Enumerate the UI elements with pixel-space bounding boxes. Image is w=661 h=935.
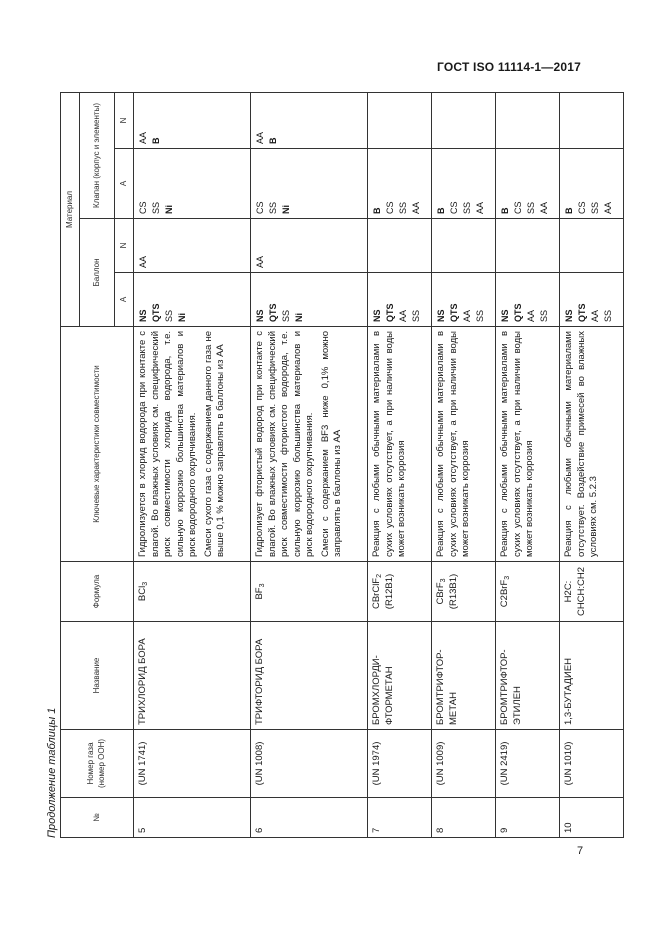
un-number: (UN 1741) [134, 730, 251, 798]
material-code: SS [590, 201, 601, 214]
key-paragraph: Реакция с любыми обычными материалами отсутствует. Воздействие примесей во влажных условиях см. 5.2.3 [563, 331, 600, 557]
row-number: 10 [560, 798, 624, 838]
key-paragraph: Реакция с любыми обычными материалами в сухих условиях отсутствует, а при наличии воды может возникать коррозия [435, 331, 472, 557]
key-characteristics [496, 327, 560, 562]
material-code: B [436, 207, 446, 214]
valve-a-materials [432, 149, 496, 219]
col-material-header: Материал [61, 92, 80, 326]
formula-line2: (R12B1) [384, 573, 396, 610]
table-row [496, 92, 560, 837]
un-number: (UN 1009) [432, 730, 496, 798]
valve-n-materials [432, 92, 496, 148]
formula-subscript: 3 [142, 581, 149, 586]
valve-a-materials [368, 149, 432, 219]
col-num-header: № [61, 798, 134, 838]
material-code: CS [513, 201, 524, 214]
valve-a-materials [496, 149, 560, 219]
valve-n-materials [134, 92, 251, 148]
gas-formula [251, 562, 368, 622]
material-code: AA [590, 309, 601, 322]
material-code: SS [268, 201, 279, 214]
col-val-n-header: N [115, 92, 134, 148]
col-un-header: Номер газа (номер ООН) [61, 730, 134, 798]
col-cyl-a-header: A [115, 273, 134, 327]
material-code: Ni [281, 205, 292, 214]
col-cyl-n-header: N [115, 219, 134, 273]
material-code: QTS [513, 303, 524, 322]
material-code: NS [564, 309, 574, 322]
continuation-label: Продолжение таблицы 1 [46, 707, 58, 838]
key-paragraph: Гидролизует фтористый водород при контакте с влагой. Во влажных условиях см. специфический риск совместимости фтористого водорода, т.е. сильную коррозию большинства материалов и риск водородного охрупчивания. [254, 331, 316, 557]
cylinder-a-materials [251, 273, 368, 327]
material-code: QTS [385, 303, 396, 322]
gas-formula [432, 562, 496, 622]
material-code: SS [281, 309, 292, 322]
valve-n-materials [251, 92, 368, 148]
material-code: SS [603, 309, 614, 322]
row-number: 6 [251, 798, 368, 838]
material-code: B [372, 207, 382, 214]
material-code: AA [138, 255, 148, 268]
col-formula-header: Формула [61, 562, 134, 622]
un-number: (UN 1010) [560, 730, 624, 798]
key-characteristics [560, 327, 624, 562]
un-number: (UN 1008) [251, 730, 368, 798]
gas-name: ТРИХЛОРИД БОРА [134, 622, 251, 730]
formula-main: H2C: [563, 580, 574, 603]
formula-main: CBrClF [371, 577, 382, 610]
material-code: QTS [268, 303, 279, 322]
material-code: CS [385, 201, 396, 214]
row-number: 5 [134, 798, 251, 838]
material-code: AA [475, 201, 486, 214]
cylinder-a-materials [368, 273, 432, 327]
key-characteristics [432, 327, 496, 562]
formula-line2: CHCH:CH2 [576, 566, 588, 617]
table-row [560, 92, 624, 837]
valve-n-materials [560, 92, 624, 148]
material-code: AA [462, 309, 473, 322]
gas-formula [560, 562, 624, 622]
row-number: 9 [496, 798, 560, 838]
gas-formula [368, 562, 432, 622]
formula-main: C2BrF [499, 579, 510, 608]
gas-name: БРОМХЛОРДИ-ФТОРМЕТАН [368, 622, 432, 730]
table-row [368, 92, 432, 837]
rotated-table-container [46, 93, 614, 838]
un-number: (UN 1974) [368, 730, 432, 798]
formula-subscript: 3 [259, 583, 266, 588]
material-code: QTS [151, 303, 162, 322]
key-paragraph: Реакция с любыми обычными материалами в сухих условиях отсутствует, а при наличии воды может возникать коррозия [499, 331, 536, 557]
col-key-header: Ключевые характеристики совместимости [61, 327, 134, 562]
formula-main: BF [254, 587, 265, 600]
material-code: CS [255, 201, 265, 214]
material-code: AA [411, 201, 422, 214]
material-code: AA [539, 201, 550, 214]
material-code: B [151, 137, 162, 144]
key-characteristics [368, 327, 432, 562]
cylinder-a-materials [560, 273, 624, 327]
material-code: SS [164, 309, 175, 322]
material-code: NS [436, 309, 446, 322]
compatibility-table [60, 92, 624, 838]
key-paragraph: Гидролизуется в хлорид водорода при контакте с влагой. Во влажных условиях см. специфический риск совместимости хлорида водорода, т.е. сильную коррозию большинства материалов и риск водородного охрупчивания. [137, 331, 199, 557]
cylinder-n-materials [496, 219, 560, 273]
table-body [134, 92, 624, 837]
formula-line2: (R13B1) [448, 573, 460, 610]
gas-formula [134, 562, 251, 622]
cylinder-a-materials [134, 273, 251, 327]
cylinder-a-materials [432, 273, 496, 327]
formula-subscript: 3 [440, 578, 447, 583]
valve-n-materials [496, 92, 560, 148]
material-code: Ni [294, 313, 305, 322]
material-code: CS [577, 201, 588, 214]
valve-a-materials [560, 149, 624, 219]
material-code: AA [398, 309, 409, 322]
material-code: NS [372, 309, 382, 322]
table-row [251, 92, 368, 837]
material-code: NS [138, 309, 148, 322]
cylinder-n-materials [432, 219, 496, 273]
row-number: 7 [368, 798, 432, 838]
key-paragraph: Смеси сухого газа с содержанием данного газа не выше 0,1 % можно заправлять в баллоны из АА [202, 331, 227, 557]
key-paragraph: Смеси с содержанием BF3 ниже 0,1% можно заправлять в баллоны из АА [319, 331, 344, 557]
cylinder-a-materials [496, 273, 560, 327]
material-code: AA [138, 131, 148, 144]
material-code: B [564, 207, 574, 214]
material-code: SS [526, 201, 537, 214]
col-val-a-header: A [115, 149, 134, 219]
un-number: (UN 2419) [496, 730, 560, 798]
material-code: NS [255, 309, 265, 322]
col-name-header: Название [61, 622, 134, 730]
gas-name: 1,3-БУТАДИЕН [560, 622, 624, 730]
col-cylinder-header: Баллон [80, 219, 115, 327]
cylinder-n-materials [134, 219, 251, 273]
row-number: 8 [432, 798, 496, 838]
material-code: SS [398, 201, 409, 214]
material-code: AA [255, 131, 265, 144]
cylinder-n-materials [560, 219, 624, 273]
formula-main: CBrF [435, 582, 446, 605]
material-code: SS [411, 309, 422, 322]
gas-name: БРОМТРИФТОР-ЭТИЛЕН [496, 622, 560, 730]
material-code: AA [526, 309, 537, 322]
formula-subscript: 3 [504, 575, 511, 580]
material-code: QTS [449, 303, 460, 322]
material-code: CS [449, 201, 460, 214]
formula-main: BCl [137, 585, 148, 602]
key-paragraph: Реакция с любыми обычными материалами в сухих условиях отсутствует, а при наличии воды может возникать коррозия [371, 331, 408, 557]
material-code: SS [151, 201, 162, 214]
valve-a-materials [251, 149, 368, 219]
material-code: AA [603, 201, 614, 214]
material-code: NS [500, 309, 510, 322]
key-characteristics [251, 327, 368, 562]
material-code: CS [138, 201, 148, 214]
document-code: ГОСТ ISO 11114-1—2017 [437, 60, 581, 74]
material-code: AA [255, 255, 265, 268]
valve-n-materials [368, 92, 432, 148]
valve-a-materials [134, 149, 251, 219]
material-code: SS [462, 201, 473, 214]
cylinder-n-materials [368, 219, 432, 273]
table-row [134, 92, 251, 837]
gas-name: БРОМТРИФТОР-МЕТАН [432, 622, 496, 730]
material-code: Ni [177, 313, 188, 322]
col-valve-header: Клапан (корпус и элементы) [80, 92, 115, 218]
material-code: SS [539, 309, 550, 322]
key-characteristics [134, 327, 251, 562]
material-code: QTS [577, 303, 588, 322]
page-number: 7 [577, 845, 584, 857]
material-code: B [500, 207, 510, 214]
formula-subscript: 2 [376, 573, 383, 578]
gas-name: ТРИФТОРИД БОРА [251, 622, 368, 730]
material-code: SS [475, 309, 486, 322]
material-code: B [268, 137, 279, 144]
table-row [432, 92, 496, 837]
gas-formula [496, 562, 560, 622]
material-code: Ni [164, 205, 175, 214]
cylinder-n-materials [251, 219, 368, 273]
